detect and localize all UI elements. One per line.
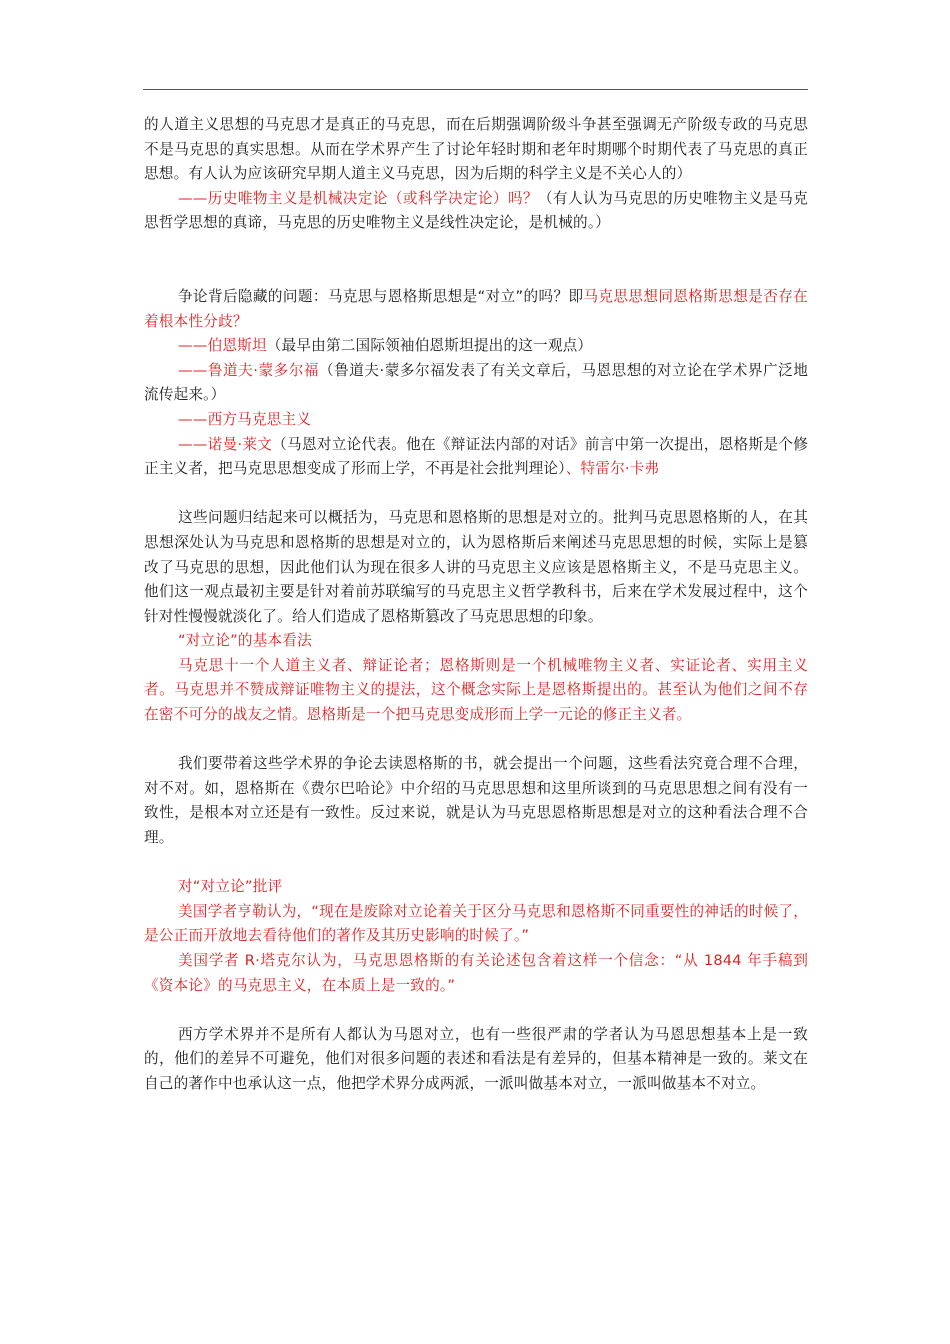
spacer xyxy=(144,998,808,1023)
paragraph-bernstein xyxy=(144,334,808,359)
heading-critique: 对“对立论”批评 xyxy=(178,878,283,896)
spacer xyxy=(144,236,808,285)
paragraph-tucker: 美国学者 R·塔克尔认为，马克思恩格斯的有关论述包含着这样一个信念：“从 1844 年手稿到《资本论》的马克思主义，在本质上是一致的。” xyxy=(144,952,808,994)
carver-name: 、特雷尔·卡弗 xyxy=(565,460,660,478)
paragraph-summary: 这些问题归结起来可以概括为，马克思和恩格斯的思想是对立的。批判马克思恩格斯的人，在其思想深处认为马克思和恩格斯的思想是对立的，认为恩格斯后来阐述马克思思想的时候，实际上是篡改了马克思的思想，因此他们认为现在很多人讲的马克思主义应该是恩格斯主义，不是马克思主义。他们这一观点最初主要是针对着前苏联编写的马克思主义哲学教科书，后来在学术发展过程中，这个针对性慢慢就淡化了。给人们造成了恩格斯篡改了马克思思想的印象。 xyxy=(144,509,808,625)
paragraph-hidden-problem xyxy=(144,285,808,334)
spacer xyxy=(144,482,808,507)
determinism-note: （有人认为马克思的历史唯物主义是马克思哲学思想的真谛，马克思的历史唯物主义是线性决定论，是机械的。） xyxy=(144,189,808,232)
mondolfo-name: ——鲁道夫·蒙多尔福 xyxy=(178,361,320,379)
paragraph-western-marxism xyxy=(144,408,808,433)
header-rule xyxy=(143,89,808,90)
mondolfo-note: （鲁道夫·蒙多尔福发表了有关文章后，马恩思想的对立论在学术界广泛地流传起来。） xyxy=(144,361,809,404)
hidden-problem-text: 争论背后隐藏的问题：马克思与恩格斯思想是“对立”的吗？即 xyxy=(178,287,584,305)
paragraph-opposition-view: 马克思十一个人道主义者、辩证论者；恩格斯则是一个机械唯物主义者、实证论者、实用主义者。马克思并不赞成辩证唯物主义的提法，这个概念实际上是恩格斯提出的。甚至认为他们之间不存在密不可分的战友之情。恩格斯是一个把马克思变成形而上学一元论的修正主义者。 xyxy=(144,656,808,724)
heading-opposition-view: “对立论”的基本看法 xyxy=(178,632,312,650)
paragraph-humanism: 的人道主义思想的马克思才是真正的马克思，而在后期强调阶级斗争甚至强调无产阶级专政的马克思不是马克思的真实思想。从而在学术界产生了讨论年轻时期和老年时期哪个时期代表了马克思的真正思想。有人认为应该研究早期人道主义马克思，因为后期的科学主义是不关心人的） xyxy=(144,116,808,183)
western-marxism-label: ——西方马克思主义 xyxy=(178,410,312,428)
document-body xyxy=(144,113,808,1097)
spacer xyxy=(144,851,808,876)
paragraph-mondolfo xyxy=(144,359,808,408)
determinism-question: ——历史唯物主义是机械决定论（或科学决定论）吗？ xyxy=(178,189,539,207)
bernstein-name: ——伯恩斯坦 xyxy=(178,337,267,355)
bernstein-note: （最早由第二国际领袖伯恩斯坦提出的这一观点） xyxy=(266,337,593,355)
hidden-problem-question: 马克思思想同恩格斯思想是否存在着根本性分歧？ xyxy=(144,287,808,330)
paragraph-determinism xyxy=(144,187,808,236)
levine-name: ——诺曼·莱文 xyxy=(178,435,273,453)
paragraph-western-scholars: 西方学术界并不是所有人都认为马恩对立，也有一些很严肃的学者认为马恩思想基本上是一致的，他们的差异不可避免，他们对很多问题的表述和看法是有差异的，但基本精神是一致的。莱文在自己的著作中也承认这一点，他把学术界分成两派，一派叫做基本对立，一派叫做基本不对立。 xyxy=(144,1025,808,1092)
spacer xyxy=(144,728,808,753)
levine-note: （马恩对立论代表。他在《辩证法内部的对话》前言中第一次提出，恩格斯是个修正主义者，把马克思思想变成了形而上学，不再是社会批判理论） xyxy=(144,435,808,478)
paragraph-levine xyxy=(144,433,808,482)
paragraph-reading-engels: 我们要带着这些学术界的争论去读恩格斯的书，就会提出一个问题，这些看法究竟合理不合理，对不对。如，恩格斯在《费尔巴哈论》中介绍的马克思思想和这里所谈到的马克思思想之间有没有一致性，是根本对立还是有一致性。反过来说，就是认为马克思恩格斯思想是对立的这种看法合理不合理。 xyxy=(144,755,808,847)
paragraph-henle: 美国学者亨勒认为，“现在是废除对立论着关于区分马克思和恩格斯不同重要性的神话的时候了，是公正而开放地去看待他们的著作及其历史影响的时候了。” xyxy=(144,902,808,945)
